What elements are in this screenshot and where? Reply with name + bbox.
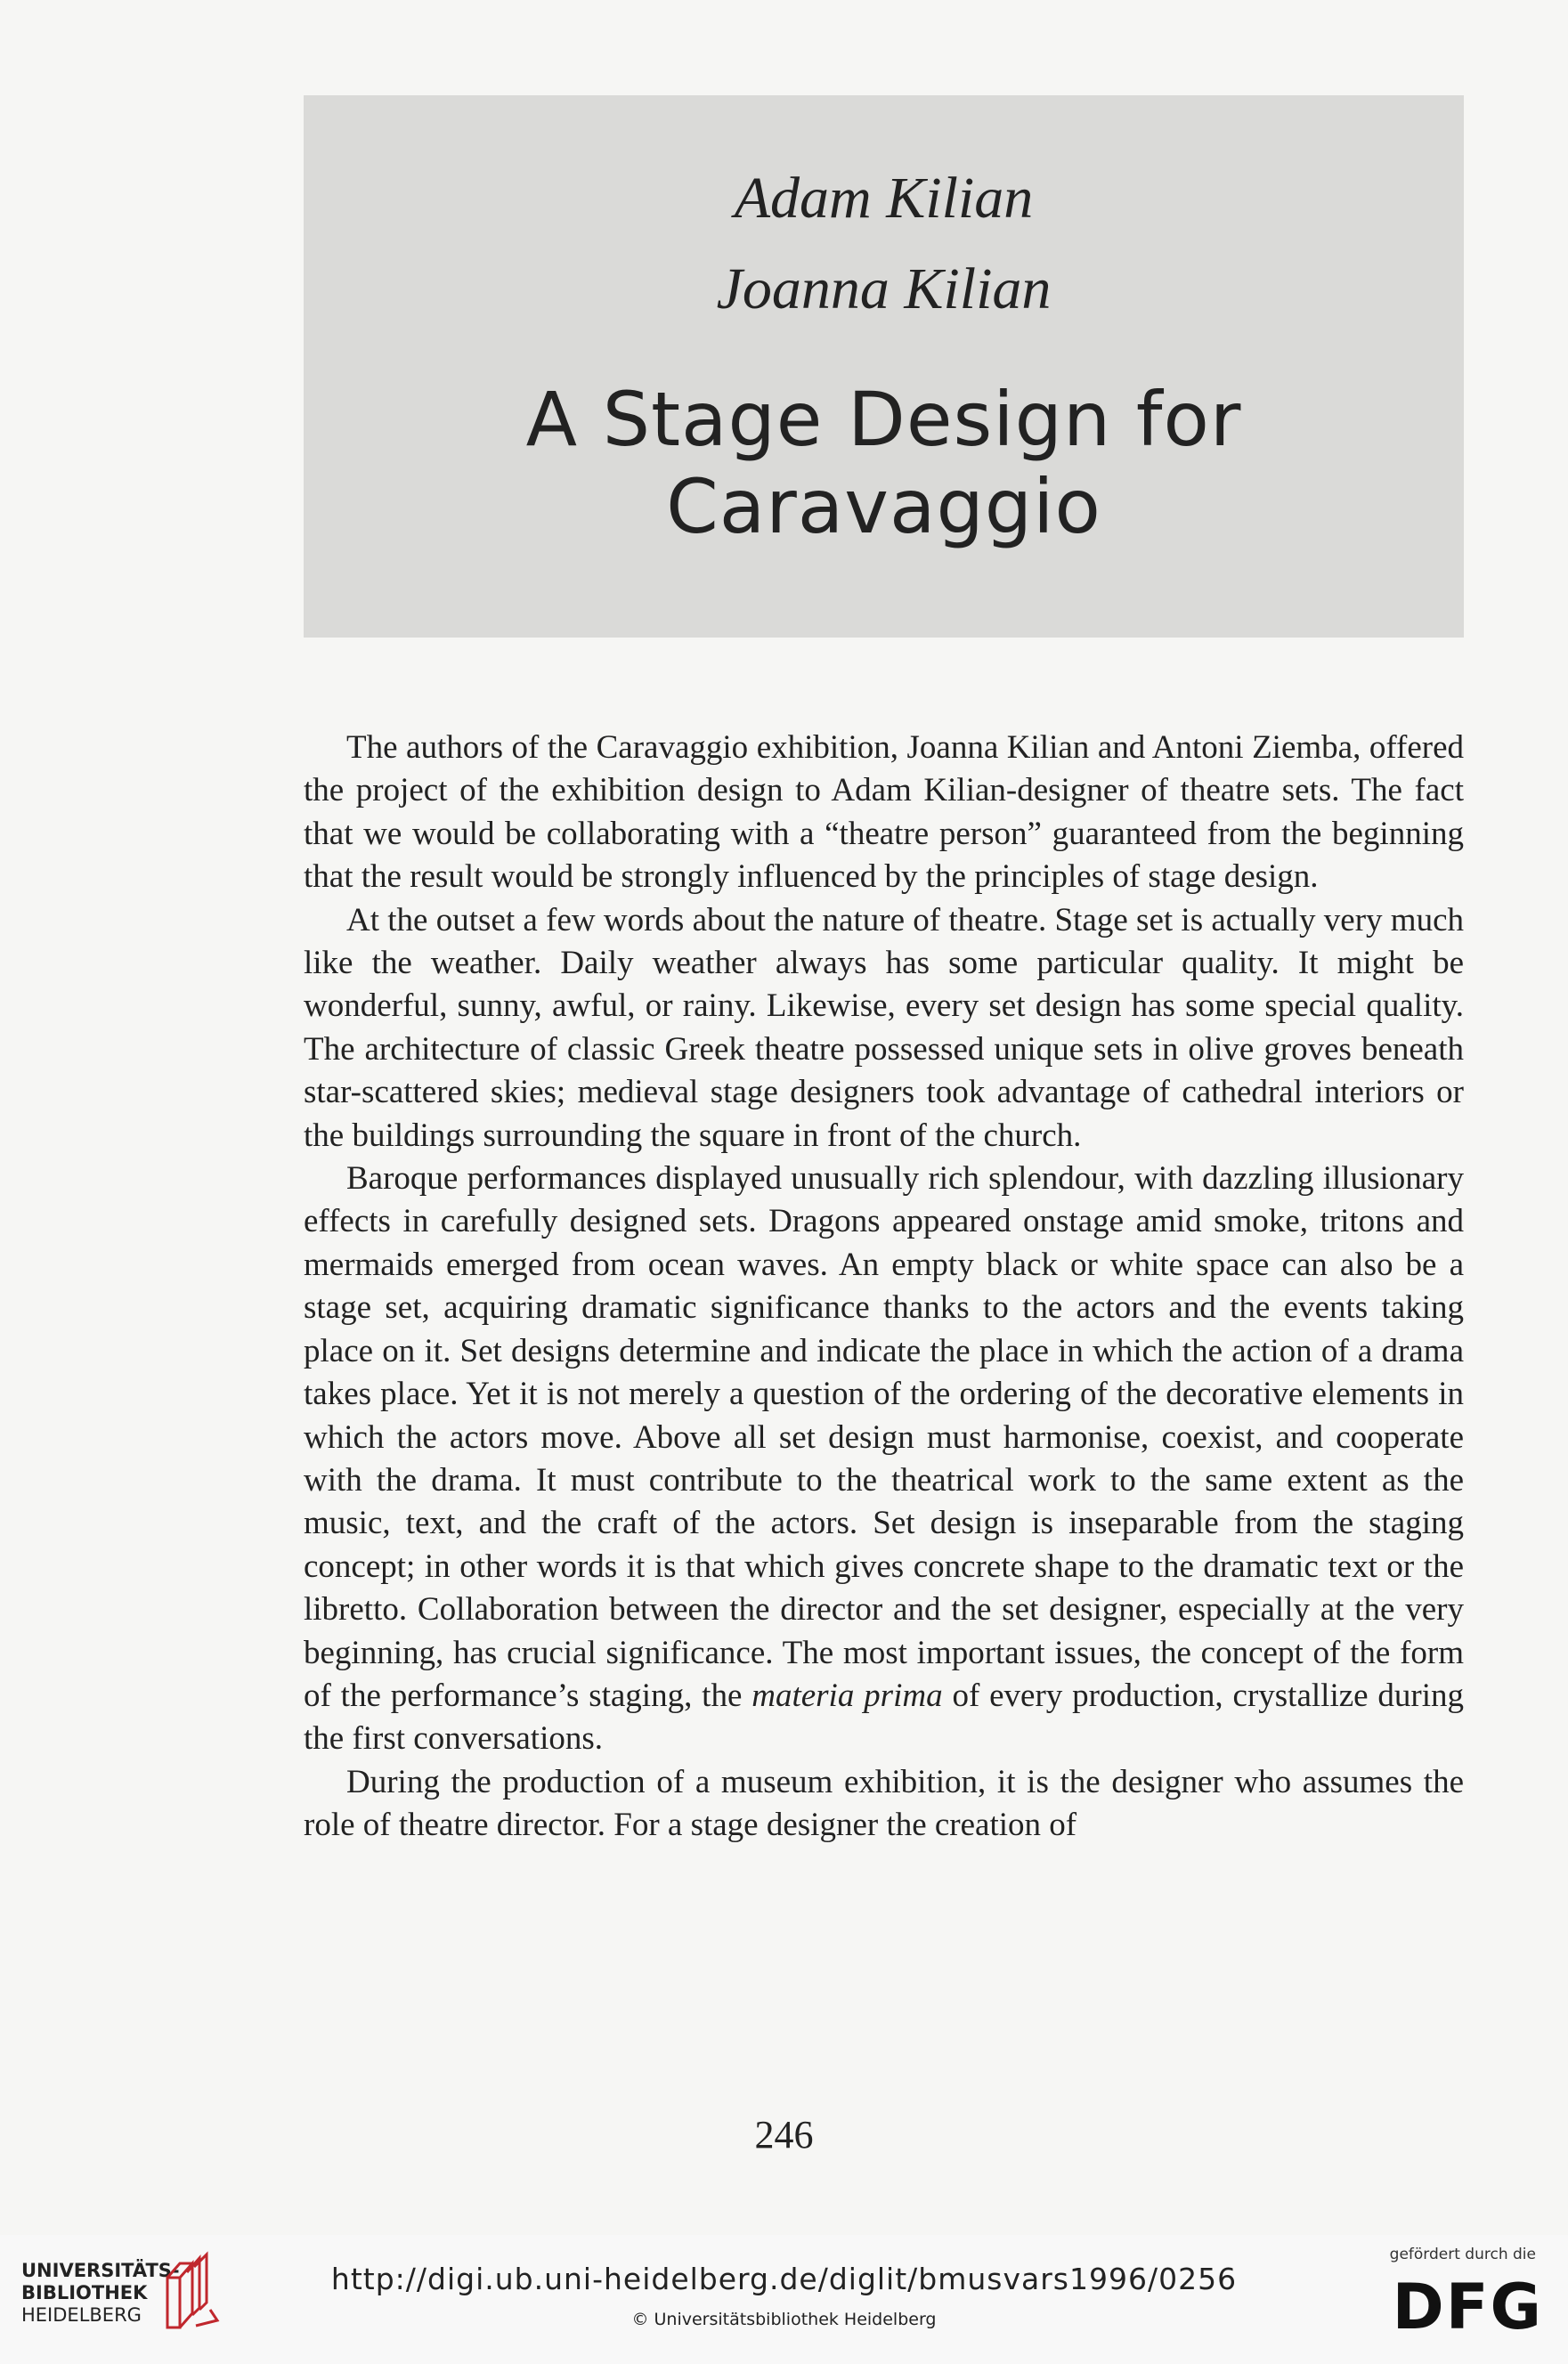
library-line-3: HEIDELBERG	[21, 2304, 142, 2326]
copyright-notice: © Universitätsbibliothek Heidelberg	[631, 2310, 937, 2329]
article-body	[304, 727, 1464, 1848]
source-url-link[interactable]: http://digi.ub.uni-heidelberg.de/diglit/bmusvars1996/0256	[330, 2262, 1238, 2296]
footer-bar	[0, 2235, 1568, 2364]
paragraph-4: During the production of a museum exhibition, it is the designer who assumes the role of theatre director. For a stage designer the creation of	[304, 1763, 1464, 1844]
paragraph-3-part-a: Baroque performances displayed unusually rich splendour, with dazzling illusionary effects in carefully designed sets. Dragons appeared onstage amid smoke, tritons and mermaids emerged from ocean waves. An empty black or white space can also be a stage set, acquiring dramatic significance thanks to the actors and the events taking place on it. Set designs determine and indicate the place in which the action of a drama takes place. Yet it is not merely a question of the ordering of the decorative elements in which the actors move. Above all set design must harmonise, coexist, and cooperate with the drama. It must contribute to the theatrical work to the same extent as the music, text, and the craft of the actors. Set design is inseparable from the staging concept; in other words it is that which gives concrete shape to the dramatic text or the libretto. Collaboration between the director and the set designer, especially at the very beginning, has crucial significance. The most important issues, the concept of the form of the performance’s staging, the	[304, 1160, 1464, 1714]
dfg-logo: DFG	[1392, 2271, 1543, 2344]
paragraph-3	[304, 1158, 1464, 1761]
paragraph-3-part-b: of every production, crystallize during the first conversations.	[304, 1677, 1465, 1758]
author-name-1: Adam Kilian	[734, 166, 1034, 231]
library-line-2: BIBLIOTHEK	[21, 2282, 148, 2303]
paragraph-2: At the outset a few words about the nature of theatre. Stage set is actually very much like the weather. Daily weather always has some particular quality. It might be wonderful, sunny, awful, or rainy. Likewise, every set design has some special quality. The architecture of classic Greek theatre possessed unique sets in olive groves beneath star-scattered skies; medieval stage designers took advantage of cathedral interiors or the buildings surrounding the square in front of the church.	[304, 901, 1464, 1154]
paragraph-1: The authors of the Caravaggio exhibition, Joanna Kilian and Antoni Ziemba, offered the project of the exhibition design to Adam Kilian-designer of theatre sets. The fact that we would be collaborating with a “theatre person” guaranteed from the beginning that the result would be strongly influenced by the principles of stage design.	[304, 729, 1464, 896]
library-line-1: UNIVERSITÄTS-	[21, 2260, 180, 2281]
article-title: A Stage Design for Caravaggio	[525, 376, 1242, 550]
paragraph-3-italic: materia prima	[752, 1677, 943, 1714]
funded-by-label: gefördert durch die	[1389, 2246, 1536, 2263]
author-name-2: Joanna Kilian	[716, 256, 1052, 321]
page-number: 246	[754, 2113, 814, 2157]
title-header-box	[304, 95, 1464, 638]
